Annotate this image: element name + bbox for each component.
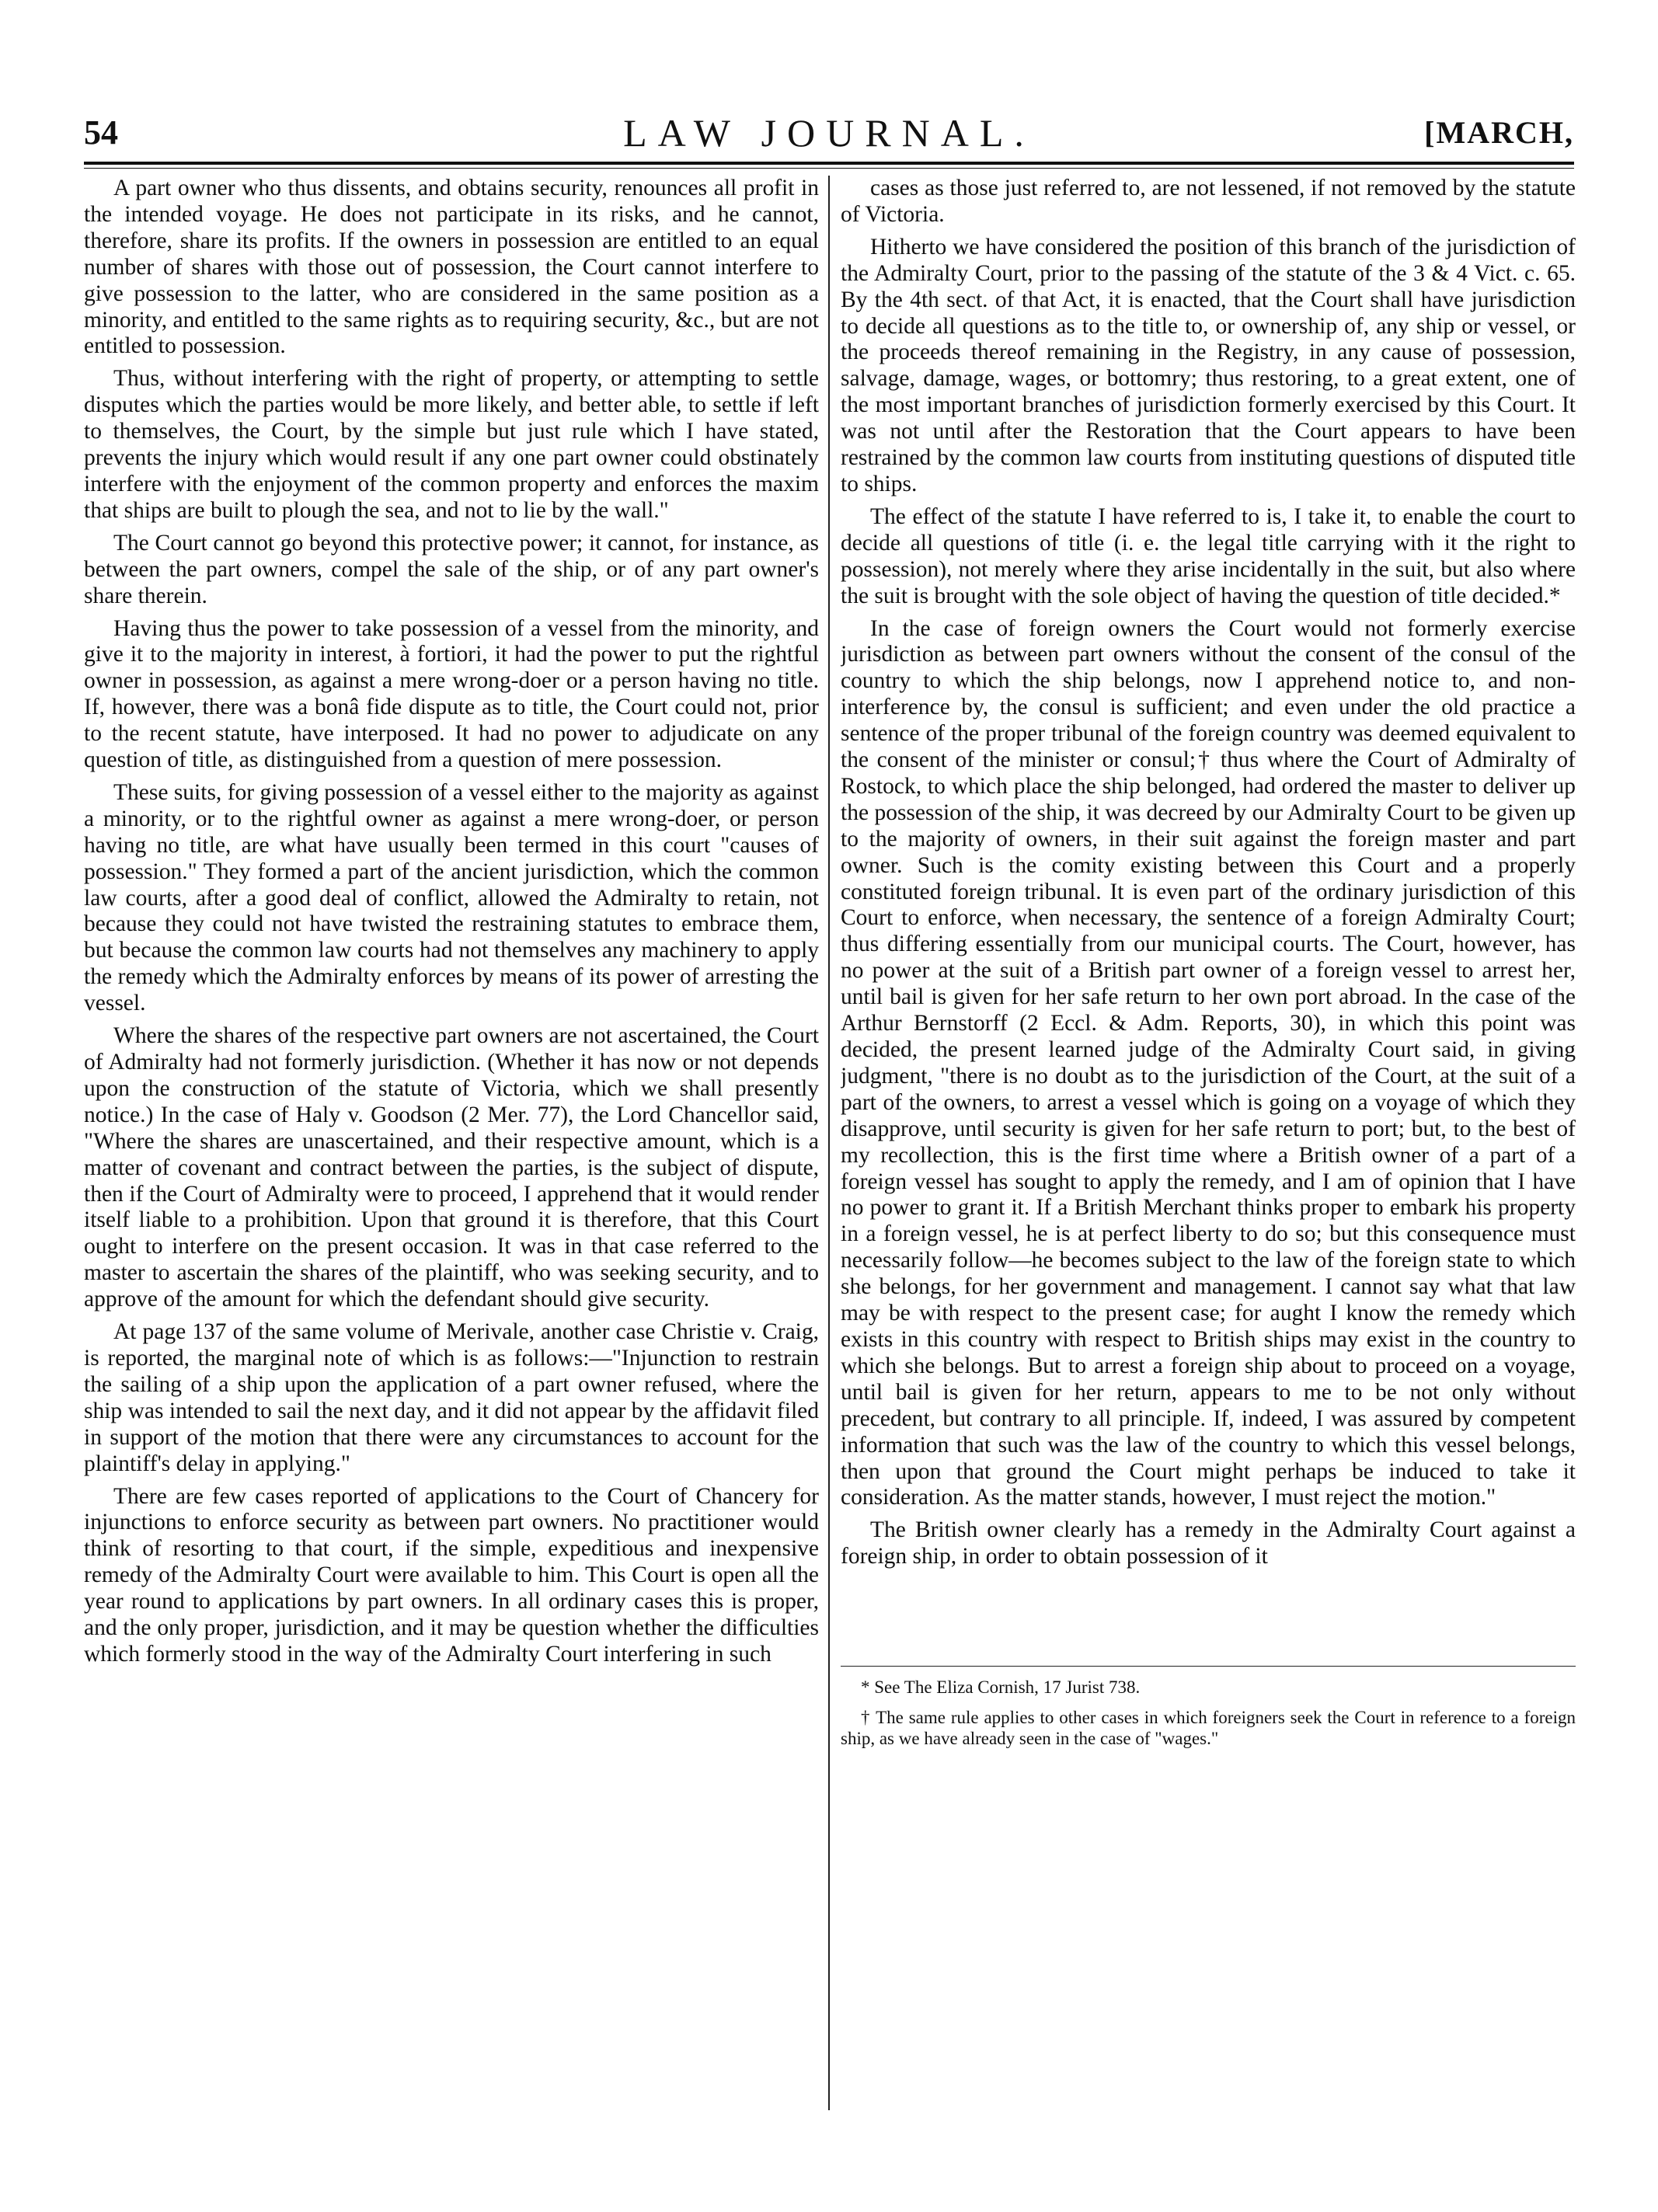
paragraph: The Court cannot go beyond this protective power; it cannot, for instance, as between the part owners, compel the sale of the ship, or of any part owner's share therein. [84, 530, 819, 608]
journal-title: LAW JOURNAL. [623, 111, 1035, 155]
footnote-rule [841, 1666, 1576, 1667]
paragraph: The effect of the statute I have referred to is, I take it, to enable the court to decide all questions of title (i. e. the legal title carrying with it the right to possession), not merely where they arise incidentally in the suit, but also where the suit is brought with the sole object of having the question of title decided.* [841, 503, 1576, 608]
paragraph: The British owner clearly has a remedy in the Admiralty Court against a foreign ship, in order to obtain possession of it [841, 1517, 1576, 1569]
paragraph: Having thus the power to take possession of a vessel from the minority, and give it to the majority in interest, à fortiori, it had the power to put the rightful owner in possession, as against a mere wrong-doer or a person having no title. If, however, there was a bonâ fide dispute as to title, the Court could not, prior to the recent statute, have interposed. It had no power to adjudicate on any question of title, as distinguished from a question of mere possession. [84, 615, 819, 773]
paragraph: There are few cases reported of applications to the Court of Chancery for injunctions to enforce security as between part owners. No practitioner would think of resorting to that court, if the simple, expeditious and inexpensive remedy of the Admiralty Court were available to him. This Court is open all the year round to applications by part owners. In all ordinary cases this is proper, and the only proper, jurisdiction, and it may be question whether the difficulties which formerly stood in the way of the Admiralty Court interfering in such [84, 1483, 819, 1667]
paragraph: These suits, for giving possession of a vessel either to the majority as against a minority, or to the rightful owner as against a mere wrong-doer, or person having no title, are what have usually been termed in this court "causes of possession." They formed a part of the ancient jurisdiction, which the common law courts, after a good deal of conflict, allowed the Admiralty to retain, not because they could not have twisted the restraining statutes to embrace them, but because the common law courts had not themselves any machinery to apply the remedy which the Admiralty enforces by means of its power of arresting the vessel. [84, 779, 819, 1016]
footnote: † The same rule applies to other cases in which foreigners seek the Court in reference to a foreign ship, as we have already seen in the case of "wages." [841, 1708, 1576, 1748]
header-month: [MARCH, [1424, 115, 1574, 150]
footnotes [841, 1677, 1576, 1758]
paragraph: A part owner who thus dissents, and obtains security, renounces all profit in the intended voyage. He does not participate in its risks, and he cannot, therefore, share its profits. If the owners in possession are entitled to an equal number of shares with those out of possession, the Court cannot interfere to give possession to the latter, who are considered in the same position as a minority, and entitled to the same rights as to requiring security, &c., but are not entitled to possession. [84, 176, 819, 359]
paragraph: Hitherto we have considered the position of this branch of the jurisdiction of the Admiralty Court, prior to the passing of the statute of the 3 & 4 Vict. c. 65. By the 4th sect. of that Act, it is enacted, that the Court shall have jurisdiction to decide all questions as to the title to, or ownership of, any ship or vessel, or the proceeds thereof remaining in the Registry, in any cause of possession, salvage, damage, wages, or bottomry; thus restoring, to a great extent, one of the most important branches of jurisdiction formerly exercised by this Court. It was not until after the Restoration that the Court appears to have been restrained by the common law courts from instituting questions of disputed title to ships. [841, 234, 1576, 496]
header-rule-thick [84, 162, 1574, 165]
paragraph: Where the shares of the respective part owners are not ascertained, the Court of Admiralty had not formerly jurisdiction. (Whether it has now or not depends upon the construction of the statute of Victoria, which we shall presently notice.) In the case of Haly v. Goodson (2 Mer. 77), the Lord Chancellor said, "Where the shares are unascertained, and their respective amount, which is a matter of covenant and contract between the parties, is the subject of dispute, then if the Court of Admiralty were to proceed, I apprehend that it would render itself liable to a prohibition. Upon that ground it is therefore, that this Court ought to interfere on the present occasion. It was in that case referred to the master to ascertain the shares of the plaintiff, who was seeking security, and to approve of the amount for which the defendant should give security. [84, 1023, 819, 1312]
footnote: * See The Eliza Cornish, 17 Jurist 738. [861, 1677, 1141, 1697]
running-head [84, 109, 1574, 157]
paragraph: cases as those just referred to, are not lessened, if not removed by the statute of Victoria. [841, 176, 1576, 227]
paragraph: Thus, without interfering with the right of property, or attempting to settle disputes which the parties would be more likely, and better able, to settle if left to themselves, the Court, by the simple but just rule which I have stated, prevents the injury which would result if any one part owner could obstinately interfere with the enjoyment of the common property and enforces the maxim that ships are built to plough the sea, and not to lie by the wall." [84, 366, 819, 523]
paragraph: At page 137 of the same volume of Merivale, another case Christie v. Craig, is reported, the marginal note of which is as follows:—"Injunction to restrain the sailing of a ship upon the application of a part owner refused, where the ship was intended to sail the next day, and it did not appear by the affidavit filed in support of the motion that there were any circumstances to account for the plaintiff's delay in applying." [84, 1319, 819, 1476]
right-column [841, 176, 1576, 1660]
column-divider [828, 176, 830, 2110]
paragraph: In the case of foreign owners the Court would not formerly exercise jurisdiction as between part owners without the consent of the consul of the country to which the ship belongs, now I apprehend notice to, and non-interference by, the consul is sufficient; and even under the old practice a sentence of the proper tribunal of the foreign country was deemed equivalent to the consent of the minister or consul;† thus where the Court of Admiralty of Rostock, to which place the ship belonged, had ordered the master to deliver up the possession of the ship, it was decreed by our Admiralty Court to be given up to the majority of owners, in their suit against the foreign master and part owner. Such is the comity existing between this Court and a properly constituted foreign tribunal. It is even part of the ordinary jurisdiction of this Court to enforce, when necessary, the sentence of a foreign Admiralty Court; thus differing essentially from our municipal courts. The Court, however, has no power at the suit of a British part owner of a foreign vessel to arrest her, until bail is given for her safe return to her own port abroad. In the case of the Arthur Bernstorff (2 Eccl. & Adm. Reports, 30), in which this point was decided, the present learned judge of the Admiralty Court said, in giving judgment, "there is no doubt as to the jurisdiction of the Court, at the suit of a part of the owners, to arrest a vessel which is going on a voyage of which they disapprove, until security is given for her safe return to port; but, to the best of my recollection, this is the first time where a British owner of a part of a foreign vessel has sought to apply the remedy, and I am of opinion that I have no power to grant it. If a British Merchant thinks proper to embark his property in a foreign vessel, he is at perfect liberty to do so; but this consequence must necessarily follow—he becomes subject to the law of the foreign state to which she belongs, for her government and management. I cannot say what that law may be with respect to the present case; for aught I know the remedy which exists in this country with respect to British ships may exist in the country to which she belongs. But to arrest a foreign ship about to proceed on a voyage, until bail is given for her return, appears to me to be not only without precedent, but contrary to all principle. If, indeed, I was assured by competent information that such was the law of the country to which this vessel belongs, then upon that ground the Court might perhaps be induced to take it consideration. As the matter stands, however, I must reject the motion." [841, 615, 1576, 1510]
page-number: 54 [84, 113, 118, 152]
header-rule-thin [84, 168, 1574, 169]
left-column [84, 176, 819, 2110]
